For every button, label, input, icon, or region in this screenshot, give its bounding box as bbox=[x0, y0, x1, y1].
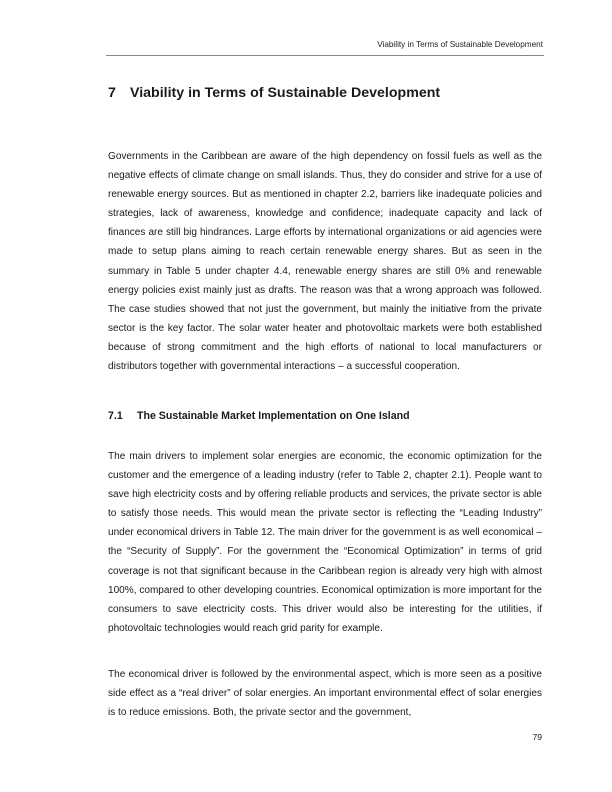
chapter-number: 7 bbox=[108, 85, 116, 101]
section-title: The Sustainable Market Implementation on One Island bbox=[137, 410, 410, 422]
section-paragraph: The main drivers to implement solar energies are economic, the economic optimization for the customer and the emergence of a leading industry (refer to Table 2, chapter 2.1). People want to save high electricity costs and by offering reliable products and services, the private sector is able to satisfy those needs. This would mean the private sector is reflecting the “Leading Industry” under economical drivers in Table 12. The main driver for the government is as well economical – the “Security of Supply”. For the government the “Economical Optimization” in terms of grid coverage is not that significant because in the Caribbean region is already very high with almost 100%, compared to other developing countries. Economical optimization is more important for the consumers to save electricity costs. This driver would also be interesting for the utilities, if photovoltaic technologies would reach grid parity for example. bbox=[108, 451, 542, 634]
section-heading bbox=[108, 410, 410, 422]
chapter-title: Viability in Terms of Sustainable Development bbox=[130, 85, 441, 101]
section-number: 7.1 bbox=[108, 410, 123, 422]
running-header: Viability in Terms of Sustainable Development bbox=[377, 40, 543, 49]
chapter-heading bbox=[108, 85, 440, 101]
header-rule bbox=[106, 55, 544, 56]
section-paragraph: The economical driver is followed by the environmental aspect, which is more seen as a positive side effect as a “real driver” of solar energies. An important environmental effect of solar energies is to reduce emissions. Both, the private sector and the government, bbox=[108, 669, 542, 719]
page-number: 79 bbox=[532, 732, 542, 742]
chapter-intro-paragraph: Governments in the Caribbean are aware of the high dependency on fossil fuels as well as the negative effects of climate change on small islands. Thus, they do consider and strive for a use of renewable energy sources. But as mentioned in chapter 2.2, barriers like inadequate policies and strategies, lack of awareness, knowledge and confidence; inadequate capacity and lack of finances are still big hindrances. Large efforts by international organizations or aid agencies were made to setup plans aiming to reach certain renewable energy shares. But as seen in the summary in Table 5 under chapter 4.4, renewable energy shares are still 0% and renewable energy policies exist mainly just as drafts. The reason was that a wrong approach was followed. The case studies showed that not just the government, but mainly the initiative from the private sector is the key factor. The solar water heater and photovoltaic markets were both established because of strong commitment and the high efforts of national to local manufacturers or distributors together with governmental interactions – a successful cooperation. bbox=[108, 151, 542, 373]
